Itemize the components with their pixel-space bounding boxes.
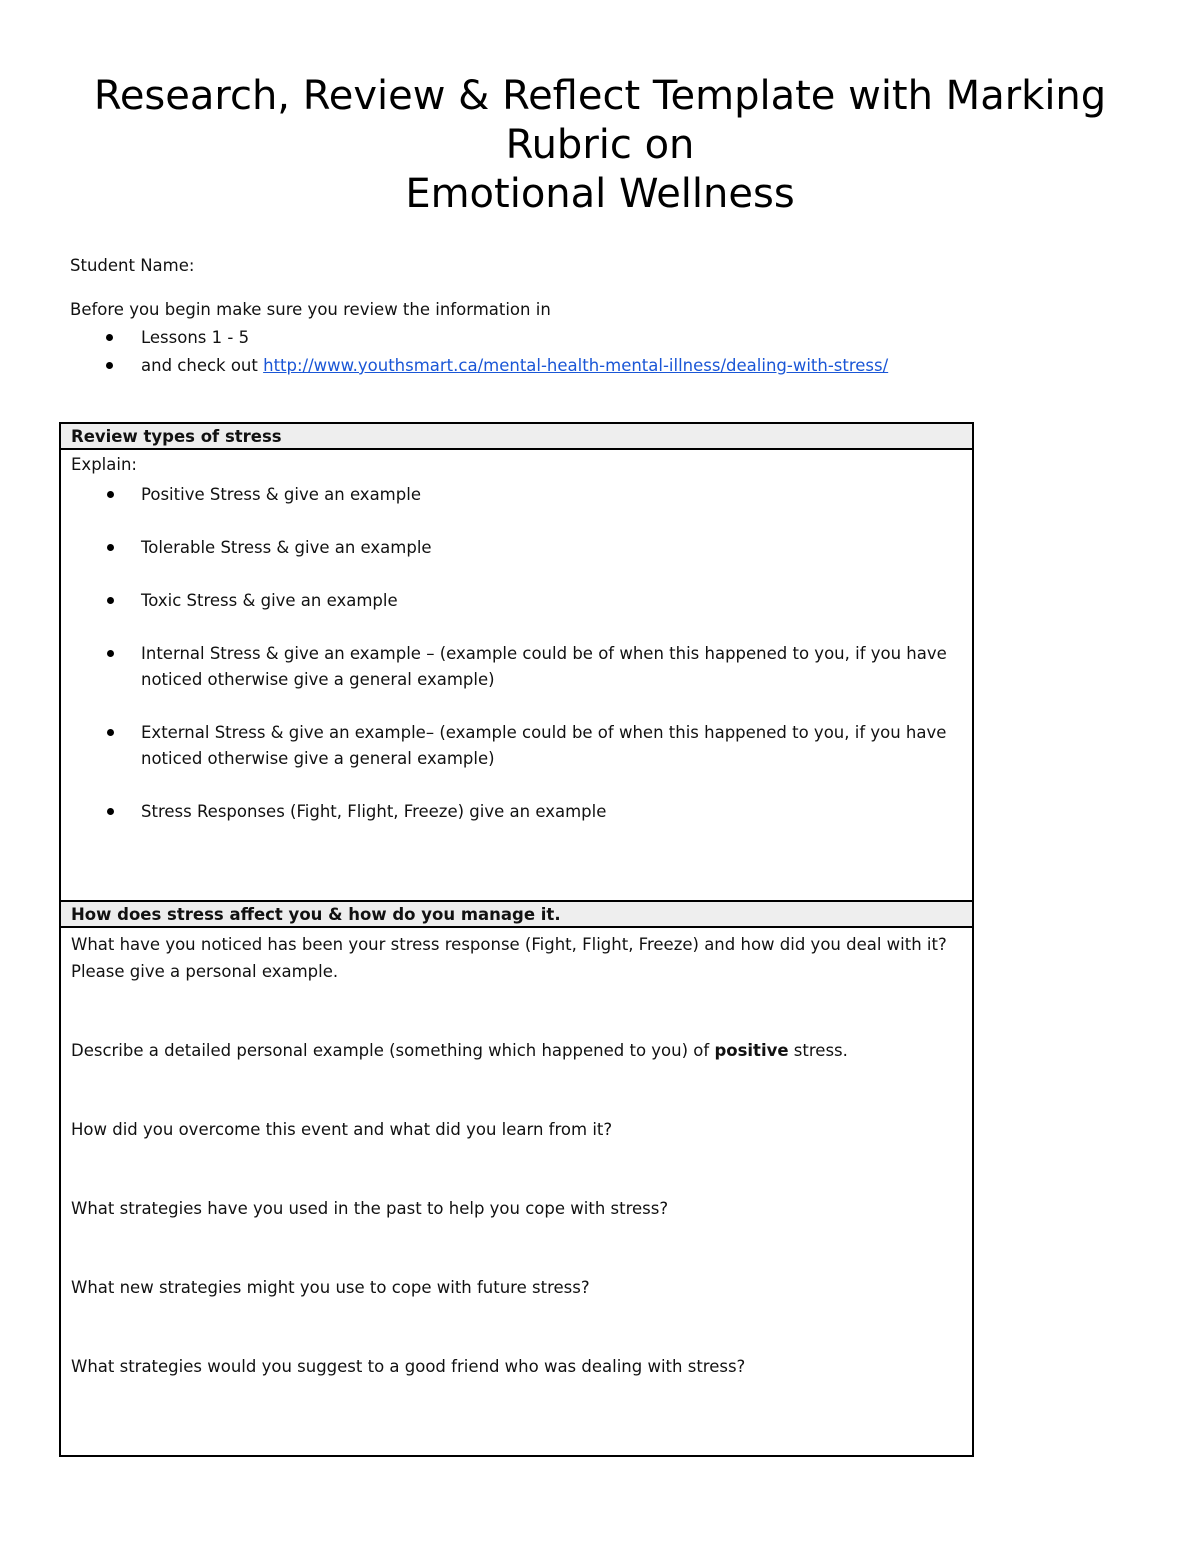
bullet-icon [106, 334, 113, 341]
intro-text: Before you begin make sure you review the information in [70, 300, 551, 319]
section-header: How does stress affect you & how do you manage it. [61, 902, 972, 928]
question-text: Describe a detailed personal example (something which happened to you) of [71, 1041, 715, 1060]
bullet-icon [107, 491, 114, 498]
student-name-label: Student Name: [70, 256, 195, 275]
review-types-table [59, 422, 974, 902]
section-header: Review types of stress [61, 424, 972, 450]
section-body[interactable] [61, 450, 972, 825]
list-item [71, 482, 962, 508]
list-item-text: Toxic Stress & give an example [141, 591, 398, 610]
list-item-text: Internal Stress & give an example – (example could be of when this happened to you, if you have noticed otherwise give a general example) [141, 644, 947, 689]
question-new-strategies: What new strategies might you use to cope with future stress? [71, 1278, 590, 1297]
bullet-icon [107, 597, 114, 604]
list-item [70, 352, 1070, 380]
question-positive-stress [71, 1037, 962, 1064]
list-item [71, 720, 962, 772]
question-overcome: How did you overcome this event and what did you learn from it? [71, 1120, 613, 1139]
list-item [71, 641, 962, 693]
bullet-icon [106, 362, 113, 369]
title-line-2: Rubric on [505, 122, 695, 168]
list-item-text: Positive Stress & give an example [141, 485, 421, 504]
question-past-strategies: What strategies have you used in the past to help you cope with stress? [71, 1199, 669, 1218]
check-out-text: and check out [141, 356, 264, 375]
section-body[interactable] [61, 928, 972, 1380]
bullet-icon [107, 544, 114, 551]
youthsmart-link[interactable]: http://www.youthsmart.ca/mental-health-mental-illness/dealing-with-stress/ [263, 356, 889, 375]
document-title [0, 72, 1200, 219]
question-text: stress. [788, 1041, 848, 1060]
list-item-text: Stress Responses (Fight, Flight, Freeze) give an example [141, 802, 607, 821]
title-line-1: Research, Review & Reflect Template with Marking [93, 73, 1107, 119]
bullet-icon [107, 808, 114, 815]
question-friend-strategies: What strategies would you suggest to a good friend who was dealing with stress? [71, 1357, 746, 1376]
list-item-text: Tolerable Stress & give an example [141, 538, 432, 557]
bullet-icon [107, 729, 114, 736]
question-stress-response: What have you noticed has been your stress response (Fight, Flight, Freeze) and how did you deal with it? Please give a personal example. [71, 935, 947, 981]
list-item [71, 588, 962, 614]
title-line-3: Emotional Wellness [405, 171, 795, 217]
emphasis-text: positive [714, 1041, 789, 1060]
intro-block [70, 252, 1070, 380]
intro-list [70, 324, 1070, 380]
stress-management-table [59, 900, 974, 1457]
list-item-text: External Stress & give an example– (example could be of when this happened to you, if you have noticed otherwise give a general example) [141, 723, 947, 768]
lessons-text: Lessons 1 - 5 [141, 328, 250, 347]
explain-label: Explain: [71, 455, 137, 474]
list-item [71, 799, 962, 825]
stress-types-list [71, 482, 962, 825]
list-item [71, 535, 962, 561]
list-item [70, 324, 1070, 352]
bullet-icon [107, 650, 114, 657]
